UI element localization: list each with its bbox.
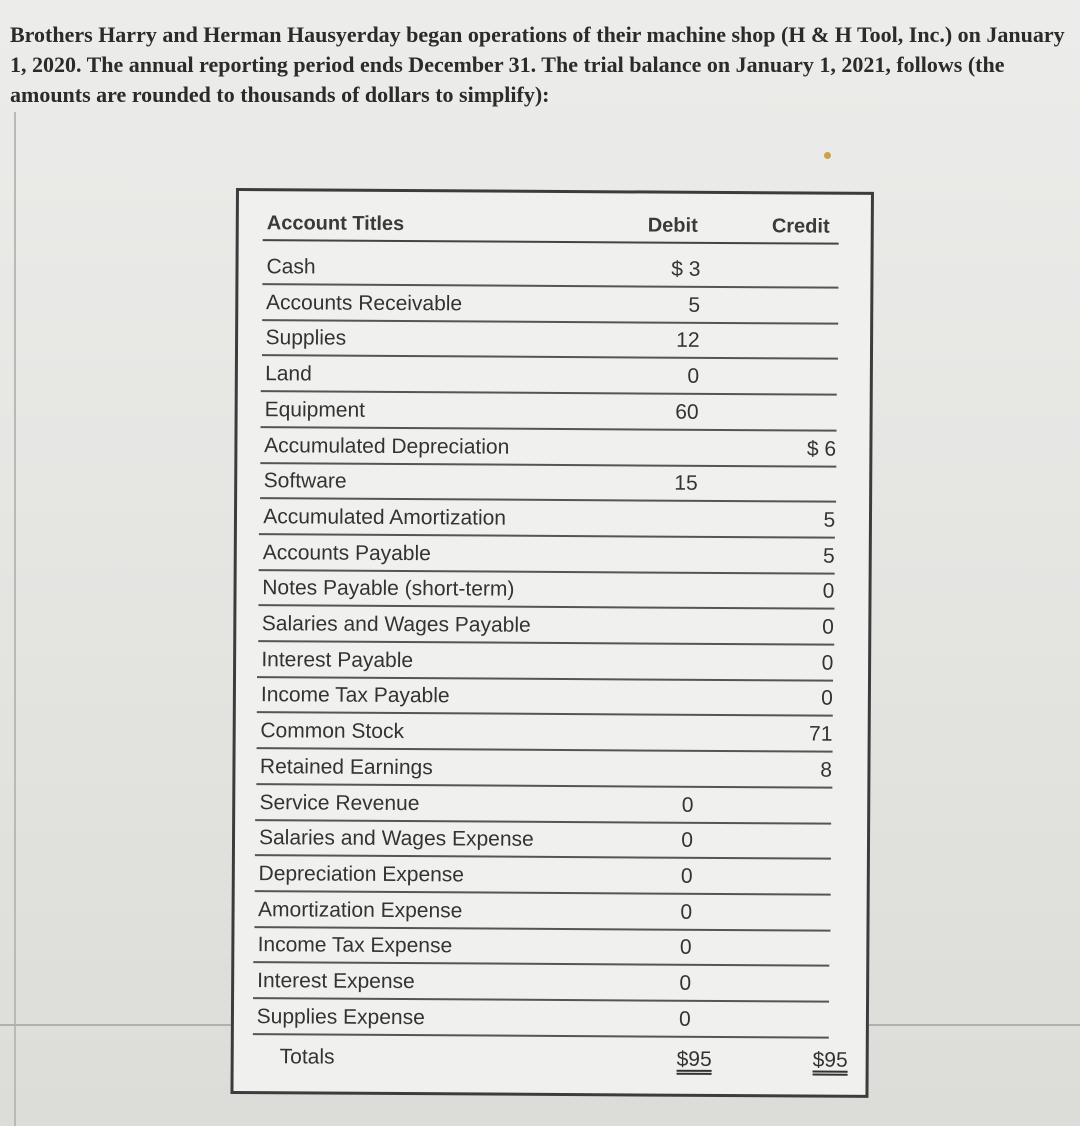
debit-amount [617,710,699,711]
account-title: Salaries and Wages Payable [261,612,531,637]
account-title: Depreciation Expense [258,862,465,887]
credit-amount: 5 [823,544,835,568]
table-row [257,678,833,718]
header-credit: Credit [771,215,830,238]
debit-amount: 0 [681,828,694,852]
debit-amount: 0 [678,1007,691,1031]
account-title: Supplies [265,326,347,351]
account-title: Accumulated Depreciation [264,433,510,459]
account-title: Retained Earnings [259,754,433,780]
account-title: Interest Expense [257,969,415,994]
trial-balance-table [230,188,874,1098]
page-margin-rule [14,112,16,1126]
account-title: Income Tax Expense [257,933,453,958]
header-account-titles: Account Titles [266,212,405,236]
table-row [260,463,836,503]
table-row [258,570,834,610]
account-title: Interest Payable [261,647,414,672]
debit-amount: 0 [679,936,692,960]
table-row [255,820,831,860]
table-row [262,285,838,325]
total-debit: $95 [676,1047,712,1071]
table-row [254,856,830,896]
table-row [260,428,836,468]
account-title: Software [263,469,347,493]
table-row [261,392,837,432]
debit-amount [617,674,699,675]
credit-amount: 5 [823,508,836,532]
debit-amount: 0 [687,364,700,388]
totals-row [258,1033,848,1077]
debit-amount: $ 3 [671,257,701,281]
table-row [259,535,835,575]
debit-amount: 15 [674,471,698,496]
account-title: Cash [266,255,316,279]
debit-amount: 60 [675,400,699,424]
debit-amount [619,567,701,568]
table-header-row [263,205,839,245]
account-title: Accounts Payable [262,540,431,565]
account-title: Land [265,362,312,386]
account-title: Equipment [264,397,366,422]
totals-label: Totals [279,1045,335,1069]
debit-amount: 0 [679,971,692,995]
table-row [261,356,837,396]
table-row [256,713,832,753]
debit-amount [616,781,698,782]
debit-amount [616,745,698,746]
credit-amount: 0 [822,615,834,639]
table-row [254,892,830,932]
account-title: Accumulated Amortization [263,505,507,530]
table-row [253,999,829,1039]
debit-amount [618,638,700,639]
table-row [261,321,837,361]
table-row [259,499,835,539]
table-row [257,642,833,682]
account-title: Income Tax Payable [260,683,450,708]
total-credit: $95 [812,1048,848,1072]
table-row [256,749,832,789]
table-row [254,927,830,967]
debit-amount [619,531,701,532]
account-title: Supplies Expense [256,1004,425,1029]
account-title: Service Revenue [259,790,420,815]
account-title: Notes Payable (short-term) [262,576,515,602]
credit-amount: 71 [808,722,833,746]
table-row [262,249,838,289]
credit-amount: 0 [821,651,834,675]
table-row [258,606,834,646]
credit-amount: 0 [822,579,835,603]
account-title: Common Stock [260,719,405,744]
credit-amount: 0 [821,686,833,711]
debit-amount [618,603,700,604]
credit-amount: 8 [820,758,833,782]
credit-amount: $ 6 [806,436,837,461]
table-row [255,785,831,825]
debit-amount: 0 [680,864,693,888]
debit-amount: 0 [681,793,694,817]
debit-amount: 12 [676,329,700,353]
problem-intro-text: Brothers Harry and Herman Hausyerday began operations of their machine shop (H & H Tool, Inc.) on January 1, 2020. The annual reporting period ends December 31. The trial balance on January 1, 2021, follows (the amounts are rounded to thousands of dollars to simplify): [10,22,1065,107]
debit-amount [620,460,702,461]
account-title: Accounts Receivable [265,290,463,316]
account-title: Salaries and Wages Expense [258,826,534,852]
account-title: Amortization Expense [258,897,463,922]
table-row [253,963,829,1003]
debit-amount: 5 [688,293,701,317]
header-debit: Debit [647,214,698,237]
debit-amount: 0 [680,900,693,924]
pen-mark [824,152,831,159]
